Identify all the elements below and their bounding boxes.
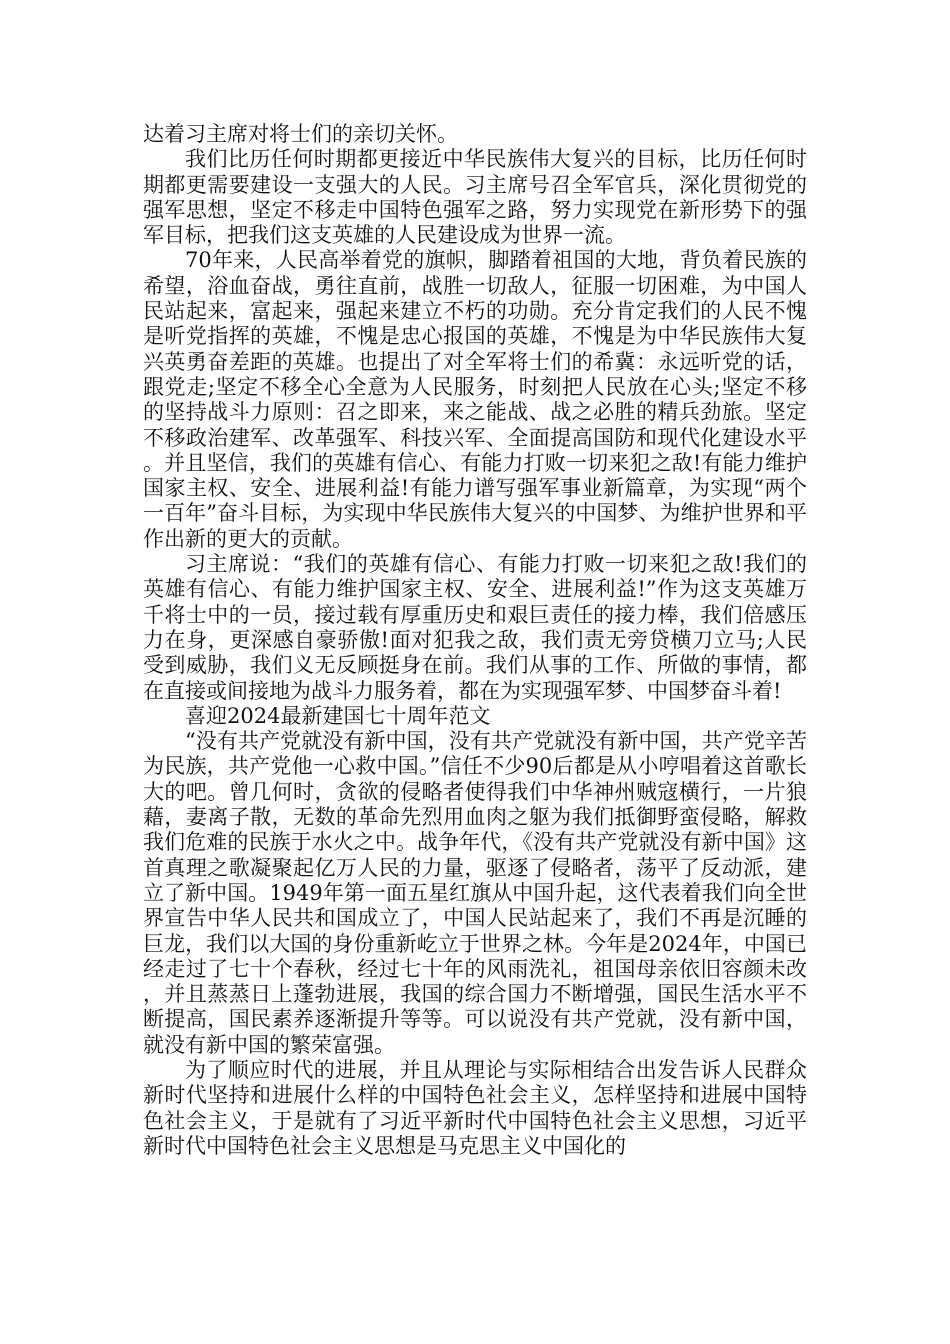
document-body	[143, 122, 807, 1159]
paragraph-new-china-song: “没有共产党就没有新中国，没有共产党就没有新中国，共产党辛苦为民族，共产党他一心救中国。”信任不少90后都是从小哼唱着这首歌长大的吧。曾几何时，贪欲的侵略者使得我们中华神州贼寇横行，一片狼藉，妻离子散，无数的革命先烈用血肉之躯为我们抵御野蛮侵略，解救我们危难的民族于水火之中。战争年代，《没有共产党就没有新中国》这首真理之歌凝聚起亿万人民的力量，驱逐了侵略者，荡平了反动派，建立了新中国。1949年第一面五星红旗从中国升起，这代表着我们向全世界宣告中华人民共和国成立了，中国人民站起来了，我们不再是沉睡的巨龙，我们以大国的身份重新屹立于世界之林。今年是2024年，中国已经走过了七十个春秋，经过七十年的风雨洗礼，祖国母亲依旧容颜未改，并且蒸蒸日上蓬勃进展，我国的综合国力不断增强，国民生活水平不断提高，国民素养逐渐提升等等。可以说没有共产党就，没有新中国，就没有新中国的繁荣富强。	[143, 729, 807, 1057]
paragraph-new-era-thought: 为了顺应时代的进展，并且从理论与实际相结合出发告诉人民群众新时代坚持和进展什么样的中国特色社会主义，怎样坚持和进展中国特色社会主义，于是就有了习近平新时代中国特色社会主义思想，习近平新时代中国特色社会主义思想是马克思主义中国化的	[143, 1057, 807, 1158]
paragraph-strong-army: 我们比历任何时期都更接近中华民族伟大复兴的目标，比历任何时期都更需要建设一支强大的人民。习主席号召全军官兵，深化贯彻党的强军思想，坚定不移走中国特色强军之路，努力实现党在新形势下的强军目标，把我们这支英雄的人民建设成为世界一流。	[143, 147, 807, 248]
section-heading: 喜迎2024最新建国七十周年范文	[185, 703, 491, 728]
paragraph-continuation: 达着习主席对将士们的亲切关怀。	[143, 122, 458, 146]
paragraph-chairman-quote: 习主席说：“我们的英雄有信心、有能力打败一切来犯之敌!我们的英雄有信心、有能力维护国家主权、安全、进展利益!”作为这支英雄万千将士中的一员，接过载有厚重历史和艰巨责任的接力棒，我们倍感压力在身，更深感自豪骄傲!面对犯我之敌，我们责无旁贷横刀立马;人民受到威胁，我们义无反顾挺身在前。我们从事的工作、所做的事情，都在直接或间接地为战斗力服务着，都在为实现强军梦、中国梦奋斗着!	[143, 552, 807, 703]
paragraph-seventy-years: 70年来，人民高举着党的旗帜，脚踏着祖国的大地，背负着民族的希望，浴血奋战，勇往直前，战胜一切敌人，征服一切困难，为中国人民站起来，富起来，强起来建立不朽的功勋。充分肯定我们的人民不愧是听党指挥的英雄，不愧是忠心报国的英雄，不愧是为中华民族伟大复兴英勇奋差距的英雄。也提出了对全军将士们的希冀：永远听党的话，跟党走;坚定不移全心全意为人民服务，时刻把人民放在心头;坚定不移的坚持战斗力原则：召之即来，来之能战、战之必胜的精兵劲旅。坚定不移政治建军、改革强军、科技兴军、全面提高国防和现代化建设水平。并且坚信，我们的英雄有信心、有能力打败一切来犯之敌!有能力维护国家主权、安全、进展利益!有能力谱写强军事业新篇章，为实现“两个一百年”奋斗目标，为实现中华民族伟大复兴的中国梦、为维护世界和平作出新的更大的贡献。	[143, 248, 807, 551]
